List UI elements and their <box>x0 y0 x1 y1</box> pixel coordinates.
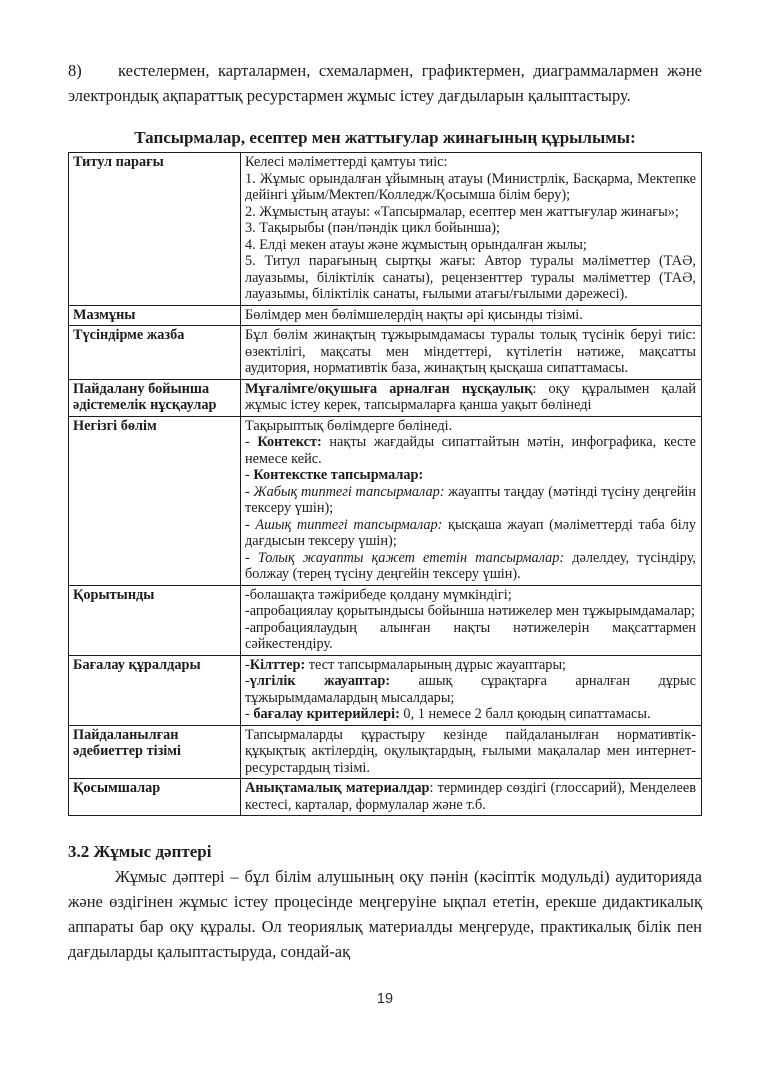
content-line <box>245 327 696 377</box>
row-content <box>241 379 702 416</box>
row-label: Бағалау құралдары <box>69 655 241 725</box>
text-run: Бөлімдер мен бөлімшелердің нақты әрі қисынды тізімі. <box>245 306 583 323</box>
text-run: Анықтамалық материалдар <box>245 780 430 796</box>
text-run: 3. Тақырыбы (пән/пәндік цикл бойынша); <box>245 220 500 236</box>
table-row <box>69 779 702 816</box>
content-line <box>245 171 696 204</box>
text-run: бағалау критерийлері: <box>253 706 400 722</box>
intro-paragraph <box>68 58 702 108</box>
content-line <box>245 657 696 674</box>
structure-table <box>68 152 702 816</box>
content-line <box>245 517 696 550</box>
text-run: - <box>245 673 250 689</box>
text-run: - <box>245 467 254 483</box>
text-run: 4. Елді мекен атауы және жұмыстың орындалған жылы; <box>245 236 587 253</box>
text-run: Кілттер: <box>249 656 306 673</box>
text-run: қысқаша жауап (мәліметтерді таба білу дағдысын тексеру үшін); <box>245 516 696 549</box>
row-label: Негізгі бөлім <box>69 416 241 585</box>
table-row <box>69 153 702 306</box>
page-number: 19 <box>376 991 394 1007</box>
content-line <box>245 706 696 723</box>
row-content <box>241 416 702 585</box>
section-heading: 3.2 Жұмыс дәптері <box>68 842 212 861</box>
text-run: : оқу құралымен қалай жұмыс істеу керек, тапсырмаларға қанша уақыт бөлінеді <box>245 380 696 413</box>
row-content <box>241 655 702 725</box>
content-line <box>245 434 696 467</box>
row-content <box>241 305 702 326</box>
table-row <box>69 379 702 416</box>
content-line <box>245 780 696 813</box>
text-run: Мұғалімге/оқушыға арналған нұсқаулық <box>245 380 533 397</box>
row-content <box>241 585 702 655</box>
content-line <box>245 307 696 324</box>
content-line <box>245 603 696 620</box>
content-line <box>245 587 696 604</box>
structure-table-body <box>69 153 702 816</box>
content-line <box>245 727 696 777</box>
text-run: 0, 1 немесе 2 балл қоюдың сипаттамасы. <box>399 706 651 722</box>
row-label: Түсіндірме жазба <box>69 326 241 380</box>
text-run: -апробациялау қорытындысы бойынша нәтижелер мен тұжырымдамалар; <box>245 603 695 619</box>
intro-text: кестелермен, карталармен, схемалармен, графиктермен, диаграммалармен және электрондық ақпараттық ресурстармен жұмыс істеу дағдыларын қалыптастыру. <box>68 61 702 105</box>
content-line <box>245 381 696 414</box>
text-run: - <box>245 434 258 450</box>
text-run: Контекстке тапсырмалар: <box>253 467 424 483</box>
text-run: 2. Жұмыстың атауы: «Тапсырмалар, есептер мен жаттығулар жинағы»; <box>245 203 679 220</box>
text-run: Тақырыптық бөлімдерге бөлінеді. <box>245 417 453 434</box>
table-row <box>69 305 702 326</box>
text-run: дәлелдеу, түсіндіру, болжау (терең түсіну деңгейін тексеру үшін). <box>245 549 696 582</box>
row-label: Қосымшалар <box>69 779 241 816</box>
row-content <box>241 779 702 816</box>
text-run: Тапсырмаларды құрастыру кезінде пайдаланылған нормативтік-құқықтық актілердің, оқулықтардың, ғылыми мақалалар мен интернет-ресурстардың тізімі. <box>245 726 696 776</box>
row-label: Титул парағы <box>69 153 241 306</box>
text-run: : терминдер сөздігі (глоссарий), Менделеев кестесі, карталар, формулалар және т.б. <box>245 780 696 813</box>
text-run: Ашық типтегі тапсырмалар: <box>255 516 443 533</box>
content-line <box>245 467 696 484</box>
table-row <box>69 416 702 585</box>
text-run: 5. Титул парағының сыртқы жағы: Автор туралы мәліметтер (ТАӘ, лауазымы, біліктілік санаты), рецензенттер туралы мәліметтер (ТАӘ, лауазымы, біліктілік санаты, ғылыми атағы/ғылыми дәрежесі). <box>245 253 696 302</box>
row-content <box>241 326 702 380</box>
text-run: -апробациялаудың алынған нақты нәтижелерін мақсаттармен сәйкестендіру. <box>245 619 696 652</box>
text-run: нақты жағдайды сипаттайтын мәтін, инфографика, кесте немесе кейс. <box>245 434 696 467</box>
text-run: 1. Жұмыс орындалған ұйымның атауы (Министрлік, Басқарма, Мектепке дейінгі ұйым/Мектеп/Колледж/Қосымша білім беру); <box>245 170 696 203</box>
section-paragraph: Жұмыс дәптері – бұл білім алушының оқу пәнін (кәсіптік модульді) аудиторияда және өздігінен жұмыс істеу процесінде меңгеруіне ықпал ететін, ерекше дидактикалық аппараты бар оқу құралы. Ол теориялық материалды меңгеруде, практикалық білік пен дағдыларды қалыптастыруда, сондай-ақ <box>68 867 702 961</box>
content-line <box>245 484 696 517</box>
row-label: Пайдаланылған әдебиеттер тізімі <box>69 725 241 779</box>
row-content <box>241 153 702 306</box>
text-run: жауапты таңдау (мәтінді түсіну деңгейін тексеру үшін); <box>245 483 696 516</box>
row-label: Мазмұны <box>69 305 241 326</box>
text-run: - <box>245 656 250 673</box>
text-run: - <box>245 516 256 533</box>
text-run: - <box>245 483 254 500</box>
row-label: Қорытынды <box>69 585 241 655</box>
content-line <box>245 418 696 435</box>
text-run: Контекст: <box>257 434 322 450</box>
table-title: Тапсырмалар, есептер мен жаттығулар жинағының құрылымы: <box>134 128 636 147</box>
text-run: тест тапсырмаларының дұрыс жауаптары; <box>305 656 567 673</box>
content-line <box>245 154 696 171</box>
content-line <box>245 220 696 237</box>
row-content <box>241 725 702 779</box>
content-line <box>245 550 696 583</box>
row-label: Пайдалану бойынша әдістемелік нұсқаулар <box>69 379 241 416</box>
text-run: Бұл бөлім жинақтың тұжырымдамасы туралы толық түсінік беруі тиіс: өзектілігі, мақсаты мен міндеттері, күтілетін нәтиже, мақсатты аудитория, нормативтік база, жинақтың қысқаша сипаттамасы. <box>245 327 696 376</box>
text-run: Жабық типтегі тапсырмалар: <box>253 483 445 500</box>
text-run: - <box>245 706 254 722</box>
table-row <box>69 655 702 725</box>
text-run: ашық сұрақтарға арналған дұрыс тұжырымдамалардың мысалдары; <box>245 673 696 706</box>
text-run: - <box>245 549 258 566</box>
content-line <box>245 620 696 653</box>
list-item-marker: 8) <box>68 61 82 80</box>
content-line <box>245 253 696 303</box>
table-row <box>69 585 702 655</box>
table-row <box>69 326 702 380</box>
content-line <box>245 237 696 254</box>
content-line <box>245 673 696 706</box>
text-run: Келесі мәліметтерді қамтуы тиіс: <box>245 154 448 170</box>
content-line <box>245 204 696 221</box>
text-run: -болашақта тәжірибеде қолдану мүмкіндігі; <box>245 586 512 603</box>
text-run: Толық жауапты қажет ететін тапсырмалар: <box>257 549 565 566</box>
table-row <box>69 725 702 779</box>
text-run: үлгілік жауаптар: <box>249 673 391 689</box>
